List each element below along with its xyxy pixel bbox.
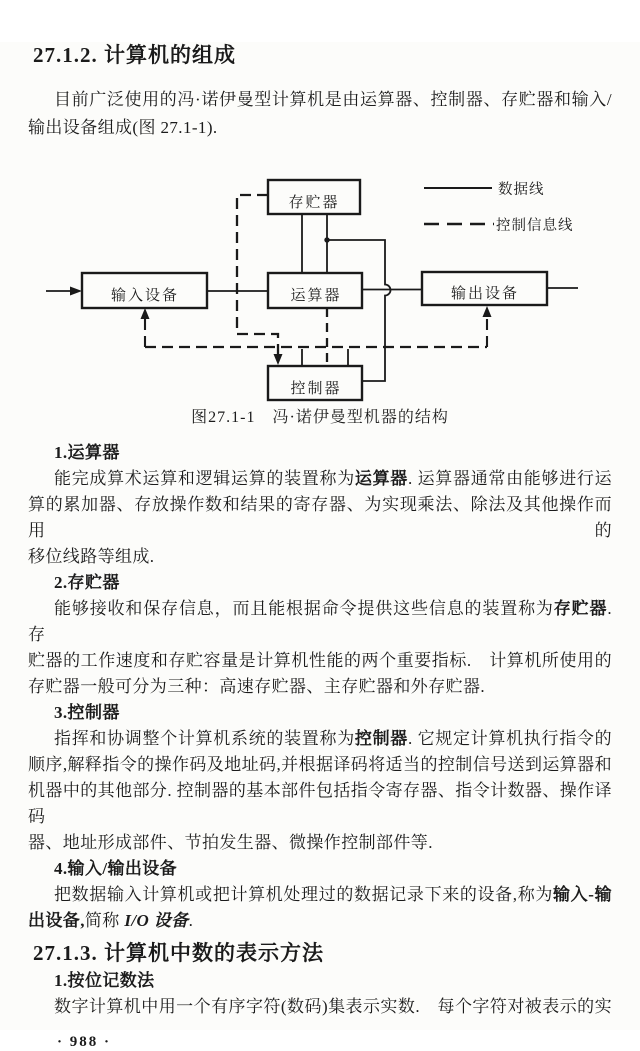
text-segment: . 它规定计算机执行指令的 <box>408 729 612 748</box>
von-neumann-diagram <box>0 158 640 408</box>
text-line: 贮器的工作速度和存贮容量是计算机性能的两个重要指标. 计算机所使用的 <box>28 651 612 670</box>
text-line: 输出设备组成(图 27.1-1). <box>28 118 218 137</box>
text-segment: . <box>188 911 194 930</box>
arrowhead-into-controller-icon <box>274 354 283 365</box>
output-box-label: 输出设备 <box>450 286 520 302</box>
text-segment-bold: 运算器 <box>354 469 408 488</box>
subsection-heading-alu: 1.运算器 <box>54 443 120 462</box>
text-segment-bold: 出设备, <box>28 911 85 930</box>
text-segment: 简称 <box>84 911 125 930</box>
output-device-box <box>422 272 547 305</box>
text-line: 移位线路等组成. <box>28 547 155 566</box>
text-segment-bold: 存贮器 <box>553 599 608 618</box>
text-line <box>28 466 612 492</box>
text-line <box>28 882 612 908</box>
text-line: 存贮器一般可分为三种：高速存贮器、主存贮器和外存贮器. <box>28 677 486 696</box>
text-line <box>28 596 612 648</box>
subsection-heading-positional-notation: 1.按位记数法 <box>54 971 155 990</box>
text-line <box>28 908 612 934</box>
subsection-heading-io: 4.输入/输出设备 <box>54 859 178 878</box>
controller-box-label: 控制器 <box>290 381 342 397</box>
text-segment-bold: 控制器 <box>354 729 408 748</box>
subsection-heading-memory: 2.存贮器 <box>54 573 120 592</box>
alu-box-label: 运算器 <box>290 288 342 304</box>
memory-box-label: 存贮器 <box>288 195 340 211</box>
text-line: 目前广泛使用的冯·诺伊曼型计算机是由运算器、控制器、存贮器和输入/ <box>54 90 612 109</box>
arrowhead-into-input-bottom-icon <box>141 308 150 319</box>
text-line: 机器中的其他部分. 控制器的基本部件包括指令寄存器、指令计数器、操作译码 <box>28 781 612 826</box>
page-number: · 988 · <box>57 1034 112 1050</box>
text-segment-bold: 输入-输 <box>553 885 612 904</box>
text-line: 器、地址形成部件、节拍发生器、微操作控制部件等. <box>28 833 433 852</box>
input-box-label: 输入设备 <box>110 288 180 304</box>
arrowhead-into-input-icon <box>70 287 82 296</box>
controller-box <box>268 366 362 400</box>
text-line: 数字计算机中用一个有序字符(数码)集表示实数. 每个字符对被表示的实 <box>54 997 612 1016</box>
text-line: 算的累加器、存放操作数和结果的寄存器、为实现乘法、除法及其他操作而用的 <box>28 495 612 540</box>
legend <box>424 180 574 234</box>
scanned-book-page <box>0 42 640 1050</box>
data-line-memory-controller-with-hop <box>327 240 391 381</box>
text-segment: 能够接收和保存信息，而且能根据命令提供这些信息的装置称为 <box>54 599 554 618</box>
text-segment: 把数据输入计算机或把计算机处理过的数据记录下来的设备,称为 <box>54 885 553 904</box>
body-text <box>0 440 640 934</box>
intro-paragraph <box>0 86 640 142</box>
section-heading-27-1-2: 27.1.2. 计算机的组成 <box>33 43 236 67</box>
text-segment-bold-italic: I/O 设备 <box>124 911 189 930</box>
text-segment: .存 <box>28 599 613 644</box>
text-segment: . 运算器通常由能够进行运 <box>408 469 612 488</box>
text-line <box>28 726 612 752</box>
tail-text <box>0 968 640 1020</box>
subsection-heading-controller: 3.控制器 <box>54 703 120 722</box>
section-heading-27-1-3: 27.1.3. 计算机中数的表示方法 <box>33 941 324 965</box>
alu-box <box>268 273 362 308</box>
input-device-box <box>82 273 207 308</box>
memory-box <box>268 180 360 214</box>
text-segment: 能完成算术运算和逻辑运算的装置称为 <box>54 469 355 488</box>
figure-caption: 图27.1-1 冯·诺伊曼型机器的结构 <box>191 409 449 426</box>
legend-control-line-label: 控制信息线 <box>496 218 574 234</box>
arrowhead-into-output-bottom-icon <box>483 306 492 317</box>
text-segment: 指挥和协调整个计算机系统的装置称为 <box>54 729 355 748</box>
legend-data-line-label: 数据线 <box>498 182 545 198</box>
text-line: 顺序,解释指令的操作码及地址码,并根据译码将适当的控制信号送到运算器和 <box>28 755 612 774</box>
